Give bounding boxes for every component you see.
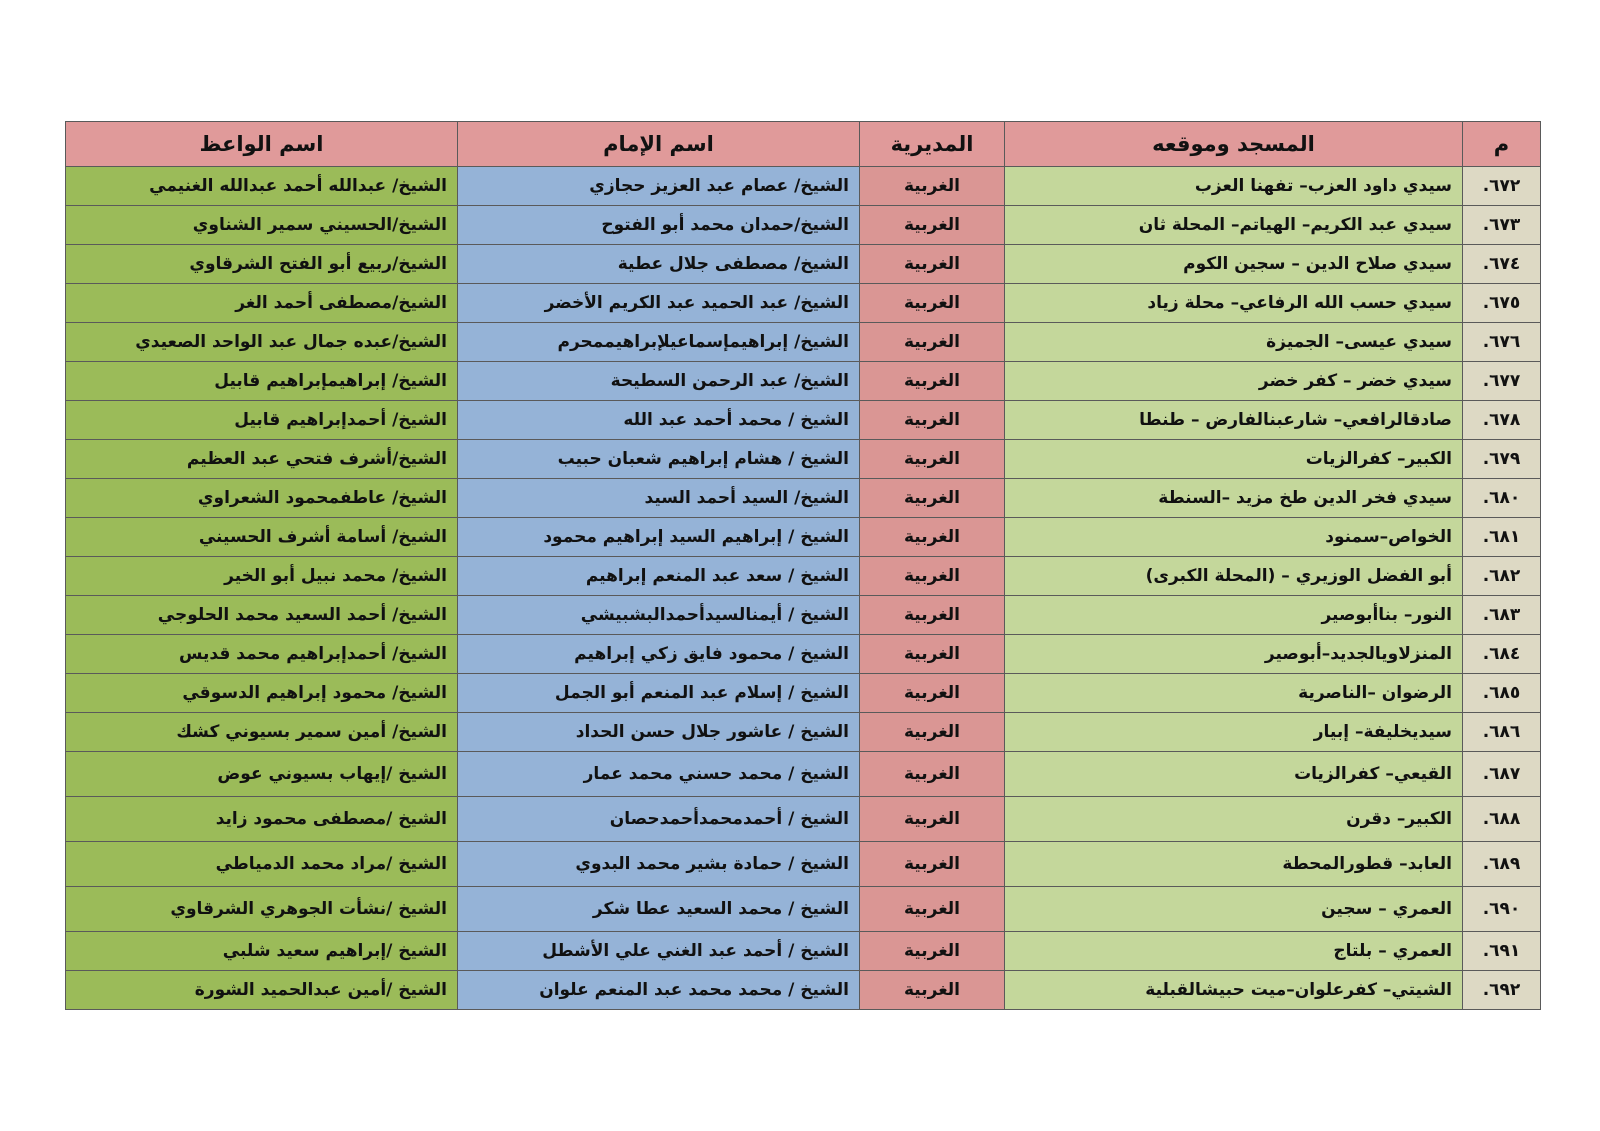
directorate-cell: الغربية <box>860 674 1005 713</box>
imam-name-cell: الشيخ / أحمدمحمدأحمدحصان <box>458 797 860 842</box>
imam-name-cell: الشيخ/حمدان محمد أبو الفتوح <box>458 206 860 245</box>
mosque-assignment-table <box>65 121 1541 1010</box>
row-number: ٦٧٤. <box>1463 245 1541 284</box>
row-number: ٦٧٣. <box>1463 206 1541 245</box>
mosque-location-cell: العمري – سجين <box>1005 887 1463 932</box>
preacher-name-cell: الشيخ/ أحمدإبراهيم قابيل <box>66 401 458 440</box>
mosque-location-cell: سيدي عبد الكريم– الهياتم– المحلة ثان <box>1005 206 1463 245</box>
preacher-name-cell: الشيخ /أمين عبدالحميد الشورة <box>66 971 458 1010</box>
mosque-location-cell: أبو الفضل الوزيري – (المحلة الكبرى) <box>1005 557 1463 596</box>
row-number: ٦٨٥. <box>1463 674 1541 713</box>
preacher-name-cell: الشيخ/أشرف فتحي عبد العظيم <box>66 440 458 479</box>
directorate-cell: الغربية <box>860 887 1005 932</box>
imam-name-cell: الشيخ / عاشور جلال حسن الحداد <box>458 713 860 752</box>
table-row <box>66 401 1541 440</box>
preacher-name-cell: الشيخ/ أسامة أشرف الحسيني <box>66 518 458 557</box>
table-row <box>66 245 1541 284</box>
header-row <box>66 122 1541 167</box>
imam-name-cell: الشيخ/ عصام عبد العزيز حجازي <box>458 167 860 206</box>
mosque-location-cell: صادقالرافعي– شارعبنالفارض – طنطا <box>1005 401 1463 440</box>
mosque-location-cell: الكبير– كفرالزيات <box>1005 440 1463 479</box>
table-row <box>66 674 1541 713</box>
imam-name-cell: الشيخ / أيمنالسيدأحمدالبشبيشي <box>458 596 860 635</box>
header-number: م <box>1463 122 1541 167</box>
header-preacher: اسم الواعظ <box>66 122 458 167</box>
imam-name-cell: الشيخ / سعد عبد المنعم إبراهيم <box>458 557 860 596</box>
row-number: ٦٧٧. <box>1463 362 1541 401</box>
preacher-name-cell: الشيخ/ محمد نبيل أبو الخير <box>66 557 458 596</box>
header-directorate: المديرية <box>860 122 1005 167</box>
mosque-location-cell: الرضوان –الناصرية <box>1005 674 1463 713</box>
mosque-location-cell: العابد– قطورالمحطة <box>1005 842 1463 887</box>
mosque-location-cell: سيدي خضر – كفر خضر <box>1005 362 1463 401</box>
directorate-cell: الغربية <box>860 713 1005 752</box>
preacher-name-cell: الشيخ/ عبدالله أحمد عبدالله الغنيمي <box>66 167 458 206</box>
imam-name-cell: الشيخ / محمد حسني محمد عمار <box>458 752 860 797</box>
imam-name-cell: الشيخ/ السيد أحمد السيد <box>458 479 860 518</box>
imam-name-cell: الشيخ/ مصطفى جلال عطية <box>458 245 860 284</box>
table-row <box>66 284 1541 323</box>
row-number: ٦٩٢. <box>1463 971 1541 1010</box>
imam-name-cell: الشيخ / إسلام عبد المنعم أبو الجمل <box>458 674 860 713</box>
directorate-cell: الغربية <box>860 797 1005 842</box>
row-number: ٦٨٠. <box>1463 479 1541 518</box>
imam-name-cell: الشيخ/ إبراهيمإسماعيلإبراهيممحرم <box>458 323 860 362</box>
directorate-cell: الغربية <box>860 284 1005 323</box>
directorate-cell: الغربية <box>860 245 1005 284</box>
row-number: ٦٨٩. <box>1463 842 1541 887</box>
table-row <box>66 323 1541 362</box>
row-number: ٦٩١. <box>1463 932 1541 971</box>
table-row <box>66 971 1541 1010</box>
directorate-cell: الغربية <box>860 635 1005 674</box>
mosque-table-container <box>65 121 1540 1010</box>
directorate-cell: الغربية <box>860 362 1005 401</box>
directorate-cell: الغربية <box>860 842 1005 887</box>
directorate-cell: الغربية <box>860 479 1005 518</box>
preacher-name-cell: الشيخ/ربيع أبو الفتح الشرقاوي <box>66 245 458 284</box>
preacher-name-cell: الشيخ/مصطفى أحمد الغر <box>66 284 458 323</box>
preacher-name-cell: الشيخ/الحسيني سمير الشناوي <box>66 206 458 245</box>
row-number: ٦٧٩. <box>1463 440 1541 479</box>
row-number: ٦٨٧. <box>1463 752 1541 797</box>
table-row <box>66 932 1541 971</box>
mosque-location-cell: سيدي صلاح الدين – سجين الكوم <box>1005 245 1463 284</box>
directorate-cell: الغربية <box>860 401 1005 440</box>
mosque-location-cell: الشيتي– كفرعلوان–ميت حبيشالقبلية <box>1005 971 1463 1010</box>
preacher-name-cell: الشيخ /مراد محمد الدمياطي <box>66 842 458 887</box>
imam-name-cell: الشيخ / أحمد عبد الغني علي الأشطل <box>458 932 860 971</box>
row-number: ٦٨٢. <box>1463 557 1541 596</box>
table-row <box>66 797 1541 842</box>
mosque-location-cell: سيدي داود العزب– تفهنا العزب <box>1005 167 1463 206</box>
table-row <box>66 713 1541 752</box>
table-row <box>66 518 1541 557</box>
table-row <box>66 557 1541 596</box>
table-row <box>66 362 1541 401</box>
table-row <box>66 440 1541 479</box>
mosque-location-cell: سيدي حسب الله الرفاعي– محلة زياد <box>1005 284 1463 323</box>
directorate-cell: الغربية <box>860 206 1005 245</box>
directorate-cell: الغربية <box>860 596 1005 635</box>
table-row <box>66 887 1541 932</box>
imam-name-cell: الشيخ/ عبد الرحمن السطيحة <box>458 362 860 401</box>
imam-name-cell: الشيخ / محمد أحمد عبد الله <box>458 401 860 440</box>
directorate-cell: الغربية <box>860 932 1005 971</box>
row-number: ٦٧٨. <box>1463 401 1541 440</box>
preacher-name-cell: الشيخ /مصطفى محمود زايد <box>66 797 458 842</box>
preacher-name-cell: الشيخ/ عاطفمحمود الشعراوي <box>66 479 458 518</box>
mosque-location-cell: المنزلاويالجديد–أبوصير <box>1005 635 1463 674</box>
header-mosque: المسجد وموقعه <box>1005 122 1463 167</box>
table-row <box>66 479 1541 518</box>
imam-name-cell: الشيخ / محمد السعيد عطا شكر <box>458 887 860 932</box>
row-number: ٦٩٠. <box>1463 887 1541 932</box>
mosque-location-cell: القيعي– كفرالزيات <box>1005 752 1463 797</box>
preacher-name-cell: الشيخ /إبراهيم سعيد شلبي <box>66 932 458 971</box>
preacher-name-cell: الشيخ/ أحمدإبراهيم محمد قديس <box>66 635 458 674</box>
preacher-name-cell: الشيخ/ إبراهيمإبراهيم قابيل <box>66 362 458 401</box>
directorate-cell: الغربية <box>860 971 1005 1010</box>
mosque-location-cell: سيدي فخر الدين طخ مزيد –السنطة <box>1005 479 1463 518</box>
mosque-location-cell: سيديخليفة– إبيار <box>1005 713 1463 752</box>
imam-name-cell: الشيخ/ عبد الحميد عبد الكريم الأخضر <box>458 284 860 323</box>
row-number: ٦٧٢. <box>1463 167 1541 206</box>
row-number: ٦٨٤. <box>1463 635 1541 674</box>
directorate-cell: الغربية <box>860 518 1005 557</box>
preacher-name-cell: الشيخ/عبده جمال عبد الواحد الصعيدي <box>66 323 458 362</box>
imam-name-cell: الشيخ / محمود فايق زكي إبراهيم <box>458 635 860 674</box>
imam-name-cell: الشيخ / حمادة بشير محمد البدوي <box>458 842 860 887</box>
row-number: ٦٨٨. <box>1463 797 1541 842</box>
directorate-cell: الغربية <box>860 557 1005 596</box>
table-row <box>66 752 1541 797</box>
table-row <box>66 596 1541 635</box>
table-row <box>66 635 1541 674</box>
table-row <box>66 167 1541 206</box>
mosque-location-cell: الخواص–سمنود <box>1005 518 1463 557</box>
row-number: ٦٧٦. <box>1463 323 1541 362</box>
directorate-cell: الغربية <box>860 167 1005 206</box>
mosque-location-cell: النور– بناأبوصير <box>1005 596 1463 635</box>
preacher-name-cell: الشيخ /إيهاب بسيوني عوض <box>66 752 458 797</box>
preacher-name-cell: الشيخ /نشأت الجوهري الشرقاوي <box>66 887 458 932</box>
mosque-location-cell: الكبير– دقرن <box>1005 797 1463 842</box>
preacher-name-cell: الشيخ/ محمود إبراهيم الدسوقي <box>66 674 458 713</box>
imam-name-cell: الشيخ / إبراهيم السيد إبراهيم محمود <box>458 518 860 557</box>
directorate-cell: الغربية <box>860 440 1005 479</box>
row-number: ٦٨٣. <box>1463 596 1541 635</box>
imam-name-cell: الشيخ / هشام إبراهيم شعبان حبيب <box>458 440 860 479</box>
preacher-name-cell: الشيخ/ أحمد السعيد محمد الحلوجي <box>66 596 458 635</box>
table-row <box>66 842 1541 887</box>
mosque-location-cell: العمري – بلتاج <box>1005 932 1463 971</box>
preacher-name-cell: الشيخ/ أمين سمير بسيوني كشك <box>66 713 458 752</box>
table-row <box>66 206 1541 245</box>
header-imam: اسم الإمام <box>458 122 860 167</box>
directorate-cell: الغربية <box>860 323 1005 362</box>
row-number: ٦٧٥. <box>1463 284 1541 323</box>
row-number: ٦٨١. <box>1463 518 1541 557</box>
directorate-cell: الغربية <box>860 752 1005 797</box>
mosque-location-cell: سيدي عيسى– الجميزة <box>1005 323 1463 362</box>
imam-name-cell: الشيخ / محمد محمد عبد المنعم علوان <box>458 971 860 1010</box>
row-number: ٦٨٦. <box>1463 713 1541 752</box>
